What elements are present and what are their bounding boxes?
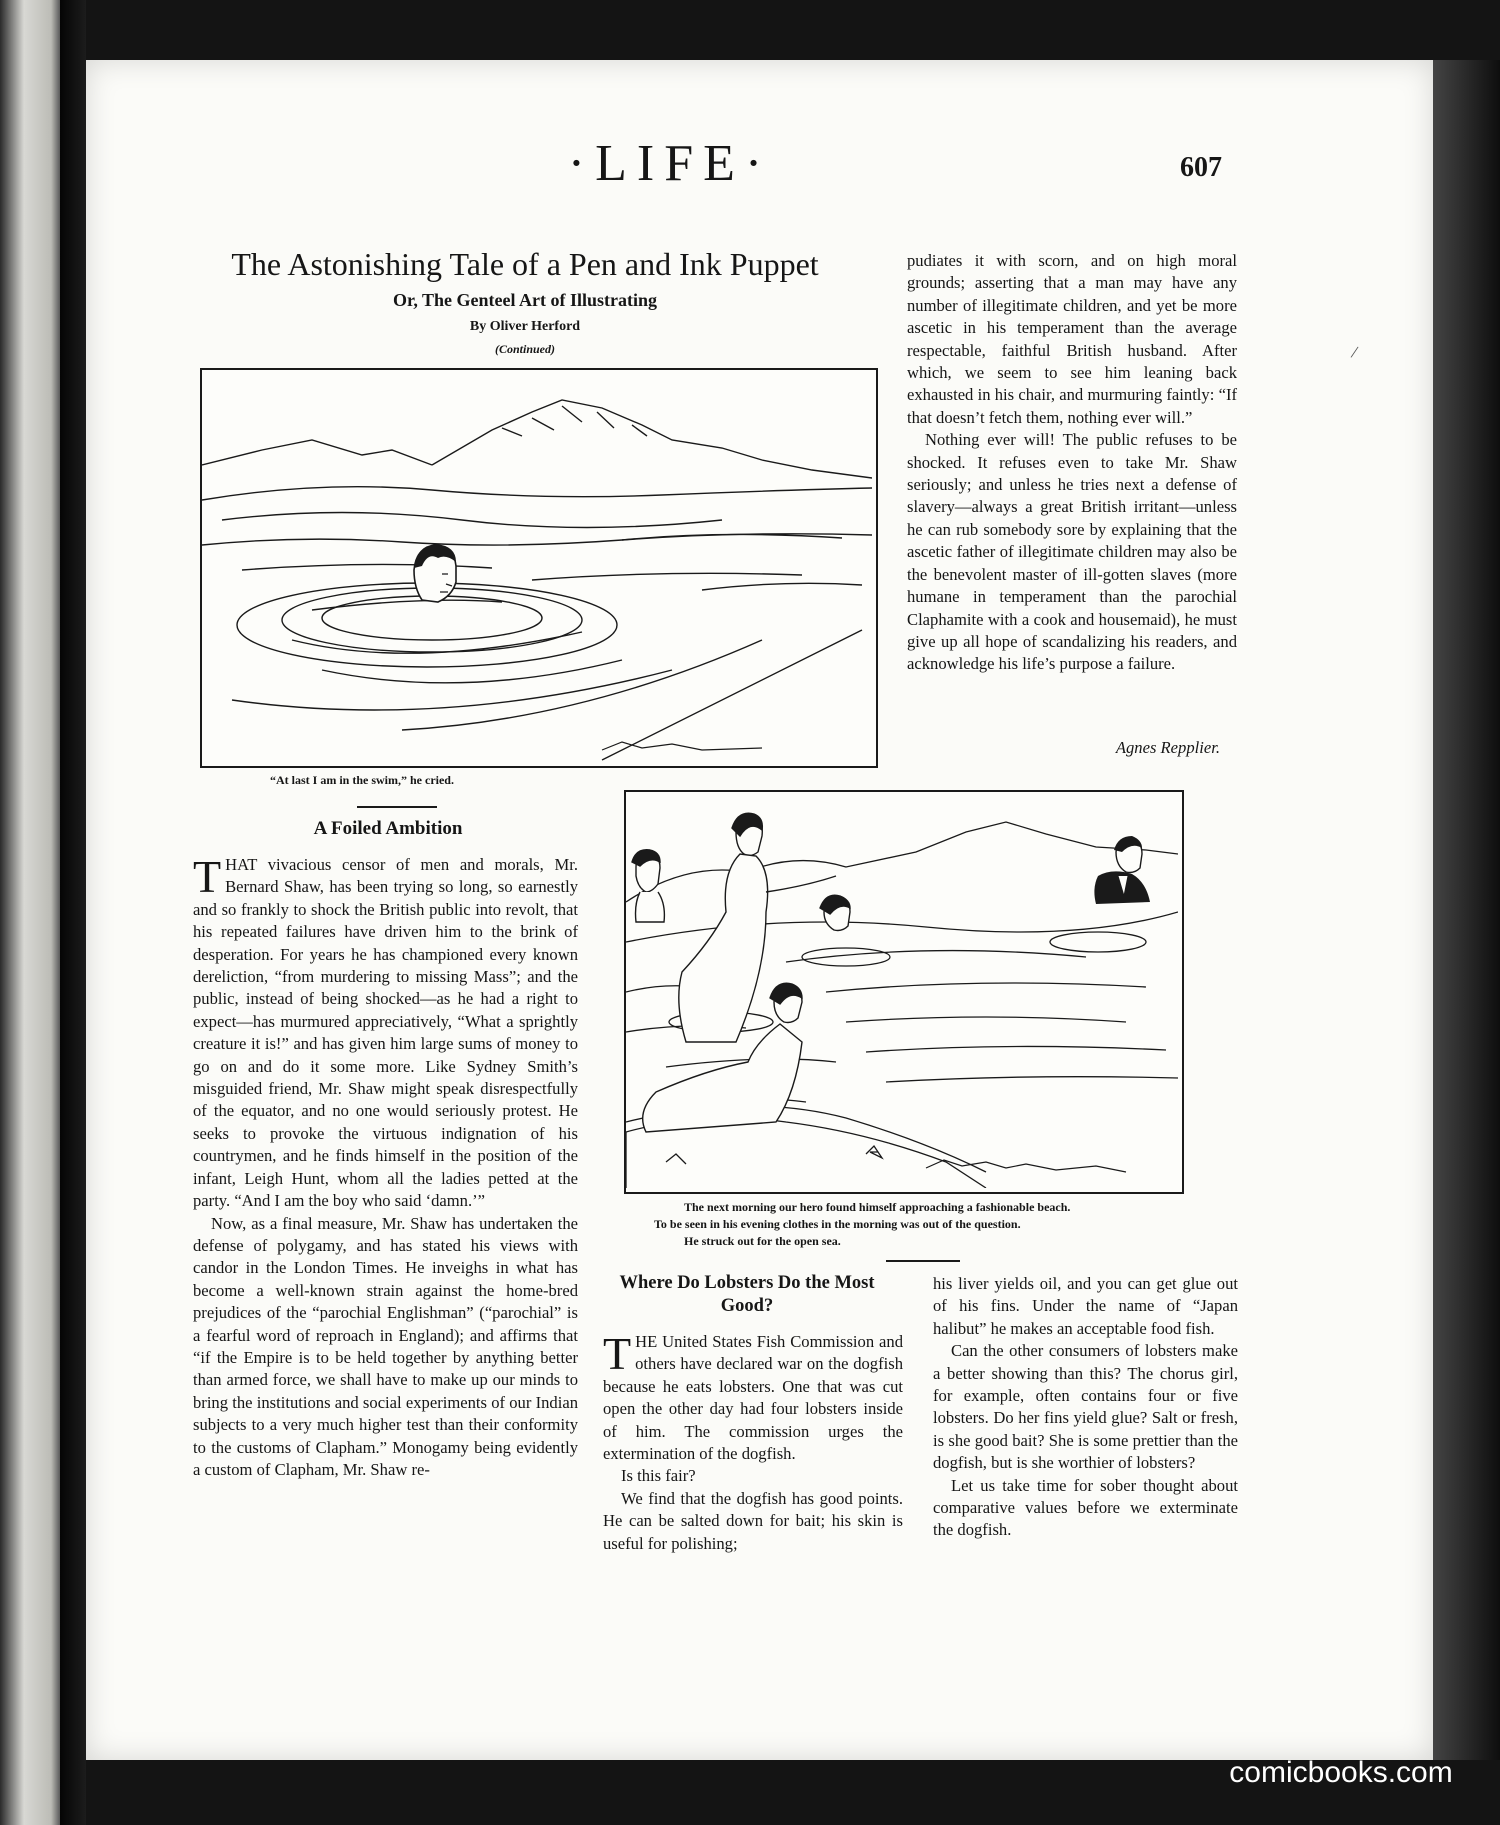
illustration-caption [654,1199,1214,1250]
article-paragraph: Nothing ever will! The public refuses to be shocked. It refuses even to take Mr. Shaw seriously; and unless he tries next a defense of slavery—always a great British irritant—unless he can rub somebody sore by explaining that the ascetic father of illegitimate children may also be the benevolent master of ill-gotten slaves (more humane in temperament than the parochial Claphamite with a cook and housemaid), he must give up all hope of scandalizing his readers, and acknowledge his life’s purpose a failure. [907,430,1237,674]
article-column [193,851,578,1481]
article-paragraph: his liver yields oil, and you can get glue out of his fins. Under the name of “Japan halibut” he makes an acceptable food fish. [933,1274,1238,1338]
section-divider [886,1260,960,1262]
article-paragraph: Can the other consumers of lobsters make a better showing than this? The chorus girl, for example, often contains four or five lobsters. Do her fins yield glue? Salt or fresh, is she good bait? She is some prettier than the dogfish, but is she worthier of lobsters? [933,1341,1238,1473]
author-signature: Agnes Repplier. [1115,738,1220,757]
article-column [907,250,1237,676]
swimmer-gentleman [1094,836,1150,904]
article-title: Where Do Lobsters Do the Most Good? [619,1273,875,1316]
article-column [933,1273,1238,1542]
article-column [603,1328,903,1555]
section-divider [357,806,437,808]
scan-mark: / [1349,341,1360,363]
article-paragraph: THAT vivacious censor of men and morals, Mr. Bernard Shaw, has been trying so long, so earnestly and so frankly to shock the British public into revolt, that his repeated failures have driven him to the brink of desperation. For years he has championed every known dereliction, “from murdering to missing Mass”; and the public, instead of being shocked—as he had a right to expect—has murmured appreciatively, “What a sprightly creature it is!” and has given him large sums of money to go on and do it some more. Like Sydney Smith’s misguided friend, Mr. Shaw might speak disrespectfully of the equator, and no one would seriously protest. He seeks to provoke the virtuous indignation of his countrymen, and he finds himself in the position of the infant, Leigh Hunt, whom all the ladies petted at the party. “And I am the boy who said ‘damn.’” [193,851,578,1211]
article-title: A Foiled Ambition [313,818,463,839]
caption-line: He struck out for the open sea. [684,1234,841,1248]
article-subtitle: Or, The Genteel Art of Illustrating [393,290,657,310]
page-number: 607 [1180,152,1222,183]
beach-drawing [626,792,1178,1188]
drop-cap: T [193,851,222,902]
mountain-left [202,440,432,465]
book-gutter [60,0,86,1825]
swimmer-head [414,544,456,602]
illustration-swimmer [200,368,878,768]
masthead: ·LIFE· [567,135,773,192]
artist-signature-mark [602,742,762,750]
drop-cap: T [603,1328,632,1379]
site-watermark: comicbooks.com [1229,1756,1453,1789]
caption-line: To be seen in his evening clothes in the morning was out of the question. [654,1217,1021,1231]
swimmer-drawing [202,370,872,762]
illustration-caption: “At last I am in the swim,” he cried. [270,773,454,787]
article-paragraph: Is this fair? [621,1466,696,1486]
article-paragraph: THE United States Fish Commission and others have declared war on the dogfish because he eats lobsters. One that was cut open the other day had four lobsters inside of him. The commission urges the extermination of the dogfish. [603,1328,903,1464]
adjacent-page-edge [0,0,60,1825]
continued-note: (Continued) [494,342,555,356]
caption-line: The next morning our hero found himself approaching a fashionable beach. [684,1200,1071,1214]
article-paragraph: pudiates it with scorn, and on high moral grounds; asserting that a man may have any number of illegitimate children, and yet be more ascetic in his temperament than the average respectable, faithful British husband. After which, we seem to see him leaning back exhausted in his chair, and murmuring faintly: “If that doesn’t fetch them, nothing ever will.” [907,251,1237,427]
right-page-edge [1433,60,1500,1760]
illustration-beach [624,790,1184,1194]
article-title: The Astonishing Tale of a Pen and Ink Puppet [231,246,819,282]
article-paragraph: Now, as a final measure, Mr. Shaw has undertaken the defense of polygamy, and has stated his views with candor in the London Times. He inveighs in what has become a well-known strain against the home-bred prejudices of the “parochial Englishman” (“parochial” is a fearful word of reproach in England); and affirms that “if the Empire is to be held together by anything better than armed force, we shall have to make up our minds to bring the institutions and social experiments of our Indian subjects to a very much higher test than their conformity to the customs of Clapham.” Monogamy being evidently a custom of Clapham, Mr. Shaw re- [193,1213,578,1479]
article-paragraph: We find that the dogfish has good points. He can be salted down for bait; his skin is useful for polishing; [603,1488,903,1553]
article-paragraph: Let us take time for sober thought about comparative values before we exterminate the dogfish. [933,1475,1238,1540]
article-byline: By Oliver Herford [469,319,581,334]
mountain-ridge [432,400,872,478]
